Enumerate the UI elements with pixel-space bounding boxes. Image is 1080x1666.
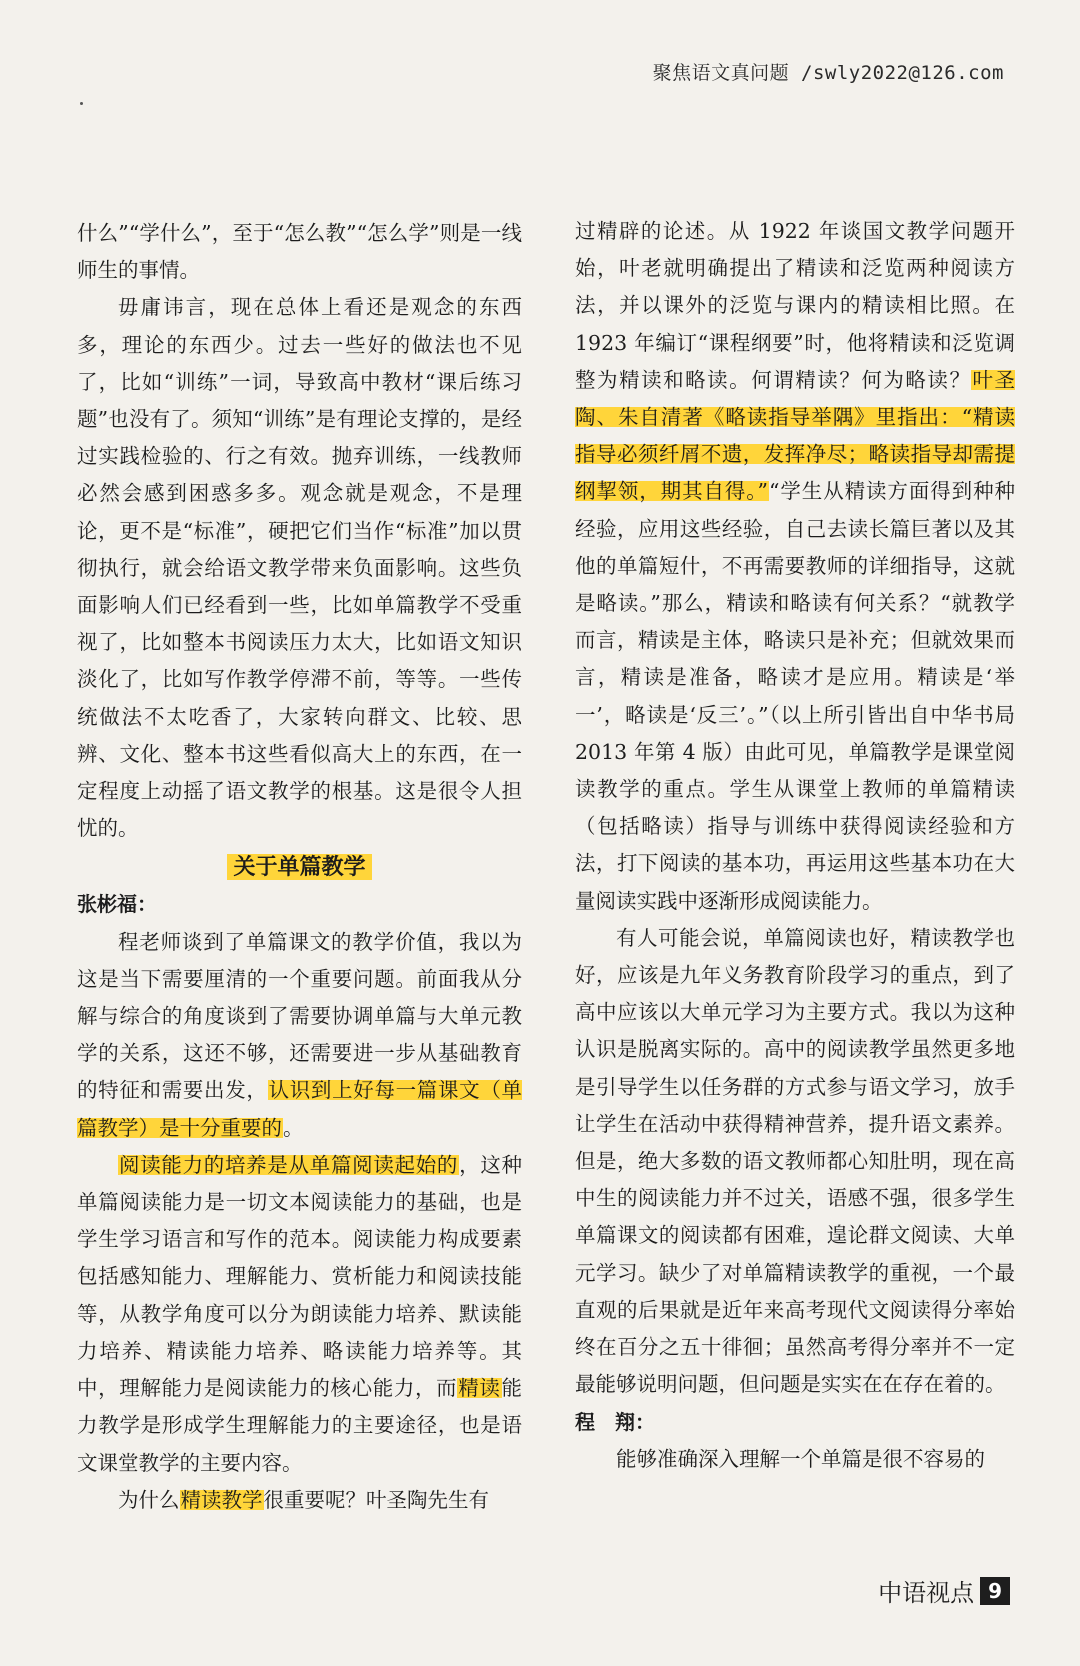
highlighted-text: 阅读能力的培养是从单篇阅读起始的 <box>119 1152 459 1177</box>
text-run: 程老师谈到了单篇课文的教学价值，我以为这是当下需要厘清的一个重要问题。前面我从分解与综合的角度谈到了需要协调单篇与大单元教学的关系，这还不够，还需要进一步从基础教育的特征和需要出发， <box>77 929 522 1103</box>
text-run: 能力教学是形成学生理解能力的主要途径，也是语文课堂教学的主要内容。 <box>77 1376 522 1475</box>
text-run: “学生从精读方面得到种种经验，应用这些经验，自己去读长篇巨著以及其他的单篇短什，不再需要教师的详细指导，这就是略读。”那么，精读和略读有何关系？“就教学而言，精读是主体，略读只是补充；但就效果而言，精读是准备，略读才是应用。精读是‘举一’，略读是‘反三’。”（以上所引皆出自中华书局 2013 年第 4 版）由此可见，单篇教学是课堂阅读教学的重点。学生从课堂上教师的单篇精读（包括略读）指导与训练中获得阅读经验和方法，打下阅读的基本功，再运用这些基本功在大量阅读实践中逐渐形成阅读能力。 <box>575 479 1016 913</box>
text-run: 为什么 <box>118 1487 180 1512</box>
section-title-text: 关于单篇教学 <box>227 854 371 880</box>
text-run: ，这种单篇阅读能力是一切文本阅读能力的基础，也是学生学习语言和写作的范本。阅读能力构成要素包括感知能力、理解能力、赏析能力和阅读技能等，从教学角度可以分为朗读能力培养、默读能力培养、精读能力培养、略读能力培养等。其中，理解能力是阅读能力的核心能力，而 <box>77 1152 523 1401</box>
left-column <box>77 215 522 1519</box>
magazine-brand: 中语视点 <box>878 1579 975 1607</box>
highlighted-text: 叶圣陶、朱自清著《略读指导举隅》里指出：“精读指导必须纤屑不遗，发挥净尽；略读指导却需提纲挈领，期其自得。” <box>575 367 1016 504</box>
paragraph <box>77 1147 522 1482</box>
section-title <box>77 849 522 886</box>
header-text: 聚焦语文真问题 /swly2022@126.com <box>652 62 1004 84</box>
paragraph: 毋庸讳言，现在总体上看还是观念的东西多，理论的东西少。过去一些好的做法也不见了，比如“训练”一词，导致高中教材“课后练习题”也没有了。须知“训练”是有理论支撑的，是经过实践检验的、行之有效。抛弃训练，一线教师必然会感到困惑多多。观念就是观念，不是理论，更不是“标准”，硬把它们当作“标准”加以贯彻执行，就会给语文教学带来负面影响。这些负面影响人们已经看到一些，比如单篇教学不受重视了，比如整本书阅读压力太大，比如语文知识淡化了，比如写作教学停滞不前，等等。一些传统做法不太吃香了，大家转向群文、比较、思辨、文化、整本书这些看似高大上的东西，在一定程度上动摇了语文教学的根基。这是很令人担忧的。 <box>77 295 522 841</box>
highlighted-text: 认识到上好每一篇课文（单篇教学）是十分重要的 <box>77 1078 523 1140</box>
paragraph: 能够准确深入理解一个单篇是很不容易的 <box>616 1446 985 1471</box>
footer <box>878 1573 1010 1608</box>
paragraph: 什么”“学什么”，至于“怎么教”“怎么学”则是一线师生的事情。 <box>77 221 522 283</box>
paragraph <box>575 213 1015 920</box>
paragraph: 有人可能会说，单篇阅读也好，精读教学也好，应该是九年义务教育阶段学习的重点，到了高中应该以大单元学习为主要方式。我以为这种认识是脱离实际的。高中的阅读教学虽然更多地是引导学生以任务群的方式参与语文学习，放手让学生在活动中获得精神营养，提升语文素养。但是，绝大多数的语文教师都心知肚明，现在高中生的阅读能力并不过关，语感不强，很多学生单篇课文的阅读都有困难，遑论群文阅读、大单元学习。缺少了对单篇精读教学的重视，一个最直观的后果就是近年来高考现代文阅读得分率始终在百分之五十徘徊；虽然高考得分率并不一定最能够说明问题，但问题是实实在在存在着的。 <box>575 925 1015 1397</box>
paragraph <box>77 1482 522 1519</box>
highlighted-text: 精读 <box>458 1376 501 1401</box>
speaker-label: 程 翔： <box>575 1409 655 1434</box>
page-number: 9 <box>980 1577 1010 1605</box>
paragraph <box>77 924 522 1147</box>
text-run: 。 <box>283 1115 304 1140</box>
text-run: 过精辟的论述。从 1922 年谈国文教学问题开始，叶老就明确提出了精读和泛览两种阅读方法，并以课外的泛览与课内的精读相比照。在 1923 年编订“课程纲要”时，他将精读和泛览调整为精读和略读。何谓精读？何为略读？ <box>575 219 1015 392</box>
highlighted-text: 精读教学 <box>180 1487 263 1512</box>
speaker-label: 张彬福： <box>77 892 157 917</box>
text-run: 很重要呢？叶圣陶先生有 <box>263 1487 489 1512</box>
scan-speck <box>80 102 83 105</box>
right-column <box>575 213 1015 1478</box>
